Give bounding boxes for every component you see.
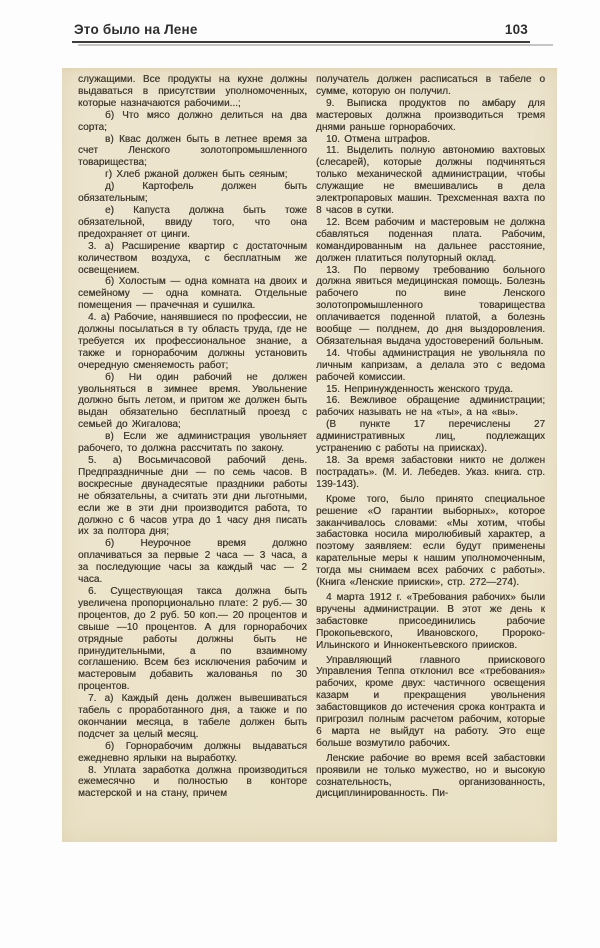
paragraph: г) Хлеб ржаной должен быть сеяным; xyxy=(105,169,288,181)
paragraph: получатель должен расписаться в табеле о сумме, которую он получил. xyxy=(316,74,545,97)
paragraph: (В пункте 17 перечислены 27 административных лиц, подлежащих устранению с работы на приисках). xyxy=(316,419,545,455)
paragraph: 4. а) Рабочие, нанявшиеся по профессии, не должны посылаться в ту область труда, где не требуется их профессиональное знание, а также и горнорабочим должны установить очередную сменяемость работ; xyxy=(78,312,307,371)
paragraph: 3. а) Расширение квартир с достаточным количеством воздуха, с бесплатным же освещением. xyxy=(78,240,307,276)
column-left xyxy=(78,74,307,836)
text-columns xyxy=(78,74,545,836)
header-rule-dark xyxy=(72,41,530,43)
page-number: 103 xyxy=(504,22,528,37)
paragraph: б) Неурочное время должно оплачиваться за первые 2 часа — 3 часа, а за последующие часы за каждый час — 2 часа. xyxy=(78,538,307,586)
paragraph: б) Что мясо должно делиться на два сорта; xyxy=(78,109,307,133)
paragraph: 12. Всем рабочим и мастеровым не должна сбавляться поденная плата. Рабочим, командированным на дальнее расстояние, должен платиться полуторный оклад. xyxy=(316,216,545,264)
paragraph: в) Если же администрация увольняет рабочего, то должна рассчитать по закону. xyxy=(78,431,307,455)
paragraph: Кроме того, было принято специальное решение «О гарантии выборных», которое заканчивалось словами: «Мы хотим, чтобы забастовка носила миролюбивый характер, а поэтому заявляем: если будут применены карательные меры к нашим уполномоченным, тогда мы снимаем всех рабочих с работы». (Книга «Ленские прииски», стр. 272—274). xyxy=(316,493,545,589)
running-head xyxy=(74,22,528,37)
paragraph: б) Горнорабочим должны выдаваться ежедневно ярлыки на выработку. xyxy=(78,740,307,764)
paragraph: 5. а) Восьмичасовой рабочий день. Предпраздничные дни — по семь часов. В воскресные двунадесятые праздники работы не обязательны, а считать эти дни льготными, если же в эти дни производится работа, то должно с 6 часов утра до 1 часу дня писать их за полтора дня; xyxy=(78,455,307,538)
paragraph: 16. Вежливое обращение администрации; рабочих называть не на «ты», а на «вы». xyxy=(316,395,545,419)
paragraph: б) Холостым — одна комната на двоих и семейному — одна комната. Отдельные помещения — прачечная и сушилка. xyxy=(78,276,307,312)
paragraph: 8. Уплата заработка должна производиться ежемесячно и полностью в конторе мастерской и на стану, причем xyxy=(78,764,307,800)
paragraph: Ленские рабочие во время всей забастовки проявили не только мужество, но и высокую сознательность, организованность, дисциплинированность. Пи- xyxy=(316,752,545,800)
paragraph: 7. а) Каждый день должен вывешиваться табель с проработанного дня, а также и по окончании месяца, в табеле должен быть подсчет за целый месяц. xyxy=(78,693,307,740)
running-head-title: Это было на Лене xyxy=(74,22,198,37)
paragraph: 13. По первому требованию больного должна явиться медицинская помощь. Болезнь рабочего по вине Ленского золотопромышленного товарищества оплачивается поденной платой, а болезнь вообще — полднем, до дня выздоровления. Обязательная выдача удостоверений больным. xyxy=(316,264,545,347)
paragraph: служащими. Все продукты на кухне должны выдаваться в присутствии уполномоченных, которые назначаются рабочими...; xyxy=(78,74,307,109)
paragraph: 15. Непринужденность женского труда. xyxy=(326,383,513,395)
paragraph: Управляющий главного приискового Управления Теппа отклонил все «требования» рабочих, кроме двух: частичного освещения казарм и прекращения увольнения забастовщиков до истечения срока контракта и пригрозил полным расчетом рабочим, которые 6 марта не выйдут на работу. Это еще больше возмутило рабочих. xyxy=(316,654,545,749)
paragraph: 11. Выделить полную автономию вахтовых (слесарей), которые должны подчиняться только механической администрации, чтобы служащие не вмешивались в дела электропаровых машин. Трехсменная вахта по 8 часов в сутки. xyxy=(316,145,545,216)
paragraph: 6. Существующая такса должна быть увеличена пропорционально плате: 2 руб.— 30 процентов, до 2 руб. 50 коп.— 20 процентов и свыше —10 процентов. А для горнорабочих отрядные работы должны быть не принудительными, а по взаимному соглашению. Всем без исключения рабочим и мастеровым добавить жалованья по 30 процентов. xyxy=(78,585,307,693)
paragraph: 14. Чтобы администрация не увольняла по личным капризам, а делала это с ведома рабочей комиссии. xyxy=(316,347,545,383)
scanned-page xyxy=(62,68,557,842)
header-rule-shadow xyxy=(78,44,553,46)
paragraph: в) Квас должен быть в летнее время за счет Ленского золотопромышленного товарищества; xyxy=(78,133,307,169)
paragraph: 4 марта 1912 г. «Требования рабочих» были вручены администрации. В этот же день к забастовке присоединились рабочие Прокопьевского, Ивановского, Пророко-Ильинского и Иннокентьевского приисков. xyxy=(316,591,545,651)
paragraph: е) Капуста должна быть тоже обязательной, ввиду того, что она предохраняет от цинги. xyxy=(78,204,307,240)
column-right xyxy=(316,74,545,836)
paragraph: 10. Отмена штрафов. xyxy=(326,133,430,145)
paragraph: б) Ни один рабочий не должен увольняться в зимнее время. Увольнение должно быть летом, и притом же должен быть выдан обязательно бесплатный проезд с семьей до Жигалова; xyxy=(78,371,307,431)
paragraph: 18. За время забастовки никто не должен пострадать». (М. И. Лебедев. Указ. книга. стр. 139-143). xyxy=(316,455,545,490)
paragraph: 9. Выписка продуктов по амбару для мастеровых должна производиться тремя днями раньше горнорабочих. xyxy=(316,97,545,133)
paragraph: д) Картофель должен быть обязательным; xyxy=(78,181,307,205)
